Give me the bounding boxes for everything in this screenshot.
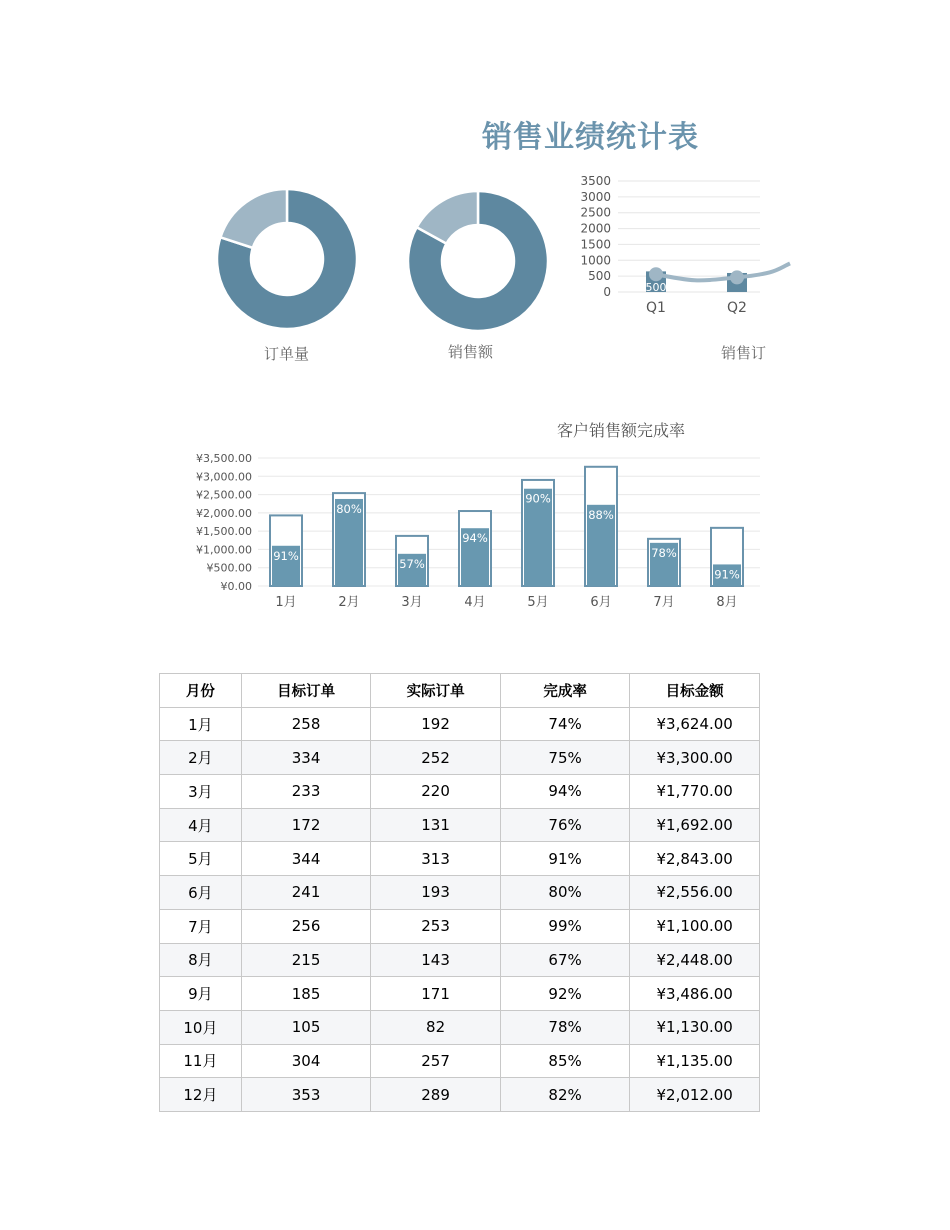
table-cell: 193 [371, 876, 501, 910]
table-cell: 171 [371, 977, 501, 1011]
y-tick-label: 3500 [580, 174, 611, 188]
table-cell: 252 [371, 741, 501, 775]
table-cell: 143 [371, 943, 501, 977]
x-tick-label: Q2 [727, 300, 747, 316]
table-cell: 9月 [160, 977, 242, 1011]
x-tick-label: 3月 [401, 595, 423, 610]
monthly-completion-chart [180, 448, 760, 618]
table-cell: 85% [500, 1044, 630, 1078]
bar-data-label: 88% [588, 507, 614, 522]
table-cell: 1月 [160, 707, 242, 741]
table-cell: 256 [241, 909, 371, 943]
table-row [160, 741, 760, 775]
x-tick-label: 2月 [338, 595, 360, 610]
table-header-cell: 目标金额 [630, 674, 760, 708]
table-row [160, 808, 760, 842]
table-cell: 80% [500, 876, 630, 910]
table-cell: 7月 [160, 909, 242, 943]
table-cell: ¥1,135.00 [630, 1044, 760, 1078]
quarter-chart-title: 销售订 [721, 344, 767, 362]
table-row [160, 1010, 760, 1044]
table-cell: 82 [371, 1010, 501, 1044]
table-cell: 233 [241, 775, 371, 809]
table-cell: 215 [241, 943, 371, 977]
bar-data-label: 57% [399, 556, 425, 571]
order-volume-slice [220, 189, 287, 248]
table-header-row [160, 674, 760, 708]
x-tick-label: 6月 [590, 595, 612, 610]
table-cell: ¥1,130.00 [630, 1010, 760, 1044]
table-cell: 185 [241, 977, 371, 1011]
table-cell: 313 [371, 842, 501, 876]
y-tick-label: ¥2,500.00 [196, 488, 252, 502]
y-tick-label: ¥3,500.00 [196, 452, 252, 465]
y-tick-label: 1500 [580, 237, 611, 252]
table-row [160, 1078, 760, 1112]
quarter-line [656, 263, 790, 280]
table-header-cell: 目标订单 [241, 674, 371, 708]
sales-table [159, 673, 760, 1112]
table-cell: ¥2,843.00 [630, 842, 760, 876]
table-cell: 257 [371, 1044, 501, 1078]
sales-amount-label: 销售额 [448, 343, 494, 361]
table-row [160, 842, 760, 876]
y-tick-label: 2000 [580, 221, 611, 236]
table-cell: 289 [371, 1078, 501, 1112]
bar-data-label: 91% [273, 548, 299, 563]
table-cell: 192 [371, 707, 501, 741]
table-cell: 2月 [160, 741, 242, 775]
table-cell: 4月 [160, 808, 242, 842]
bar-data-label: 94% [462, 531, 488, 546]
x-tick-label: 7月 [653, 595, 675, 610]
table-cell: 304 [241, 1044, 371, 1078]
x-tick-label: 1月 [275, 595, 297, 610]
table-cell: ¥2,556.00 [630, 876, 760, 910]
table-cell: ¥3,300.00 [630, 741, 760, 775]
table-cell: 253 [371, 909, 501, 943]
table-cell: 78% [500, 1010, 630, 1044]
table-cell: 172 [241, 808, 371, 842]
quarter-chart-area [560, 168, 767, 368]
table-cell: 67% [500, 943, 630, 977]
order-volume-label: 订单量 [264, 345, 310, 363]
y-tick-label: 3000 [580, 189, 611, 204]
table-cell: 8月 [160, 943, 242, 977]
table-cell: ¥2,448.00 [630, 943, 760, 977]
table-cell: 91% [500, 842, 630, 876]
table-cell: 92% [500, 977, 630, 1011]
table-cell: 258 [241, 707, 371, 741]
y-tick-label: ¥0.00 [220, 580, 252, 593]
bar-data-label: 90% [525, 491, 551, 506]
bar-data-label: 91% [714, 567, 740, 582]
y-tick-label: ¥1,500.00 [196, 525, 252, 539]
table-cell: 105 [241, 1010, 371, 1044]
table-cell: 74% [500, 707, 630, 741]
table-header-cell: 实际订单 [371, 674, 501, 708]
table-cell: 334 [241, 741, 371, 775]
table-cell: 11月 [160, 1044, 242, 1078]
y-tick-label: ¥3,000.00 [196, 470, 252, 484]
bar-data-label: 500 [645, 281, 667, 294]
table-cell: 10月 [160, 1010, 242, 1044]
table-cell: ¥1,100.00 [630, 909, 760, 943]
table-cell: 220 [371, 775, 501, 809]
sales-amount-donut-chart [405, 188, 551, 334]
bar-data-label: 78% [651, 545, 677, 560]
page-title: 销售业绩统计表 [482, 120, 699, 155]
table-cell: 76% [500, 808, 630, 842]
table-cell: ¥3,624.00 [630, 707, 760, 741]
y-tick-label: ¥1,000.00 [196, 543, 252, 557]
y-tick-label: ¥500.00 [206, 561, 252, 575]
table-row [160, 977, 760, 1011]
table-row [160, 909, 760, 943]
table-cell: 12月 [160, 1078, 242, 1112]
x-tick-label: 4月 [464, 595, 486, 610]
table-cell: 99% [500, 909, 630, 943]
table-cell: 5月 [160, 842, 242, 876]
y-tick-label: 0 [603, 285, 611, 299]
table-cell: 344 [241, 842, 371, 876]
quarterly-chart [560, 168, 760, 328]
table-cell: ¥1,770.00 [630, 775, 760, 809]
table-row [160, 943, 760, 977]
table-row [160, 1044, 760, 1078]
table-cell: ¥1,692.00 [630, 808, 760, 842]
x-tick-label: 5月 [527, 595, 549, 610]
table-cell: 82% [500, 1078, 630, 1112]
table-row [160, 775, 760, 809]
table-cell: 131 [371, 808, 501, 842]
y-tick-label: ¥2,000.00 [196, 506, 252, 520]
table-cell: 75% [500, 741, 630, 775]
x-tick-label: Q1 [646, 300, 666, 316]
order-volume-donut-chart [214, 186, 360, 332]
table-cell: 353 [241, 1078, 371, 1112]
table-row [160, 707, 760, 741]
bar-data-label: 80% [336, 501, 362, 516]
y-tick-label: 1000 [580, 253, 611, 268]
line-point [730, 270, 744, 284]
table-cell: ¥2,012.00 [630, 1078, 760, 1112]
table-cell: 6月 [160, 876, 242, 910]
y-tick-label: 500 [588, 269, 611, 284]
x-tick-label: 8月 [716, 595, 738, 610]
table-cell: ¥3,486.00 [630, 977, 760, 1011]
monthly-chart-title: 客户销售额完成率 [557, 421, 686, 440]
table-cell: 3月 [160, 775, 242, 809]
y-tick-label: 2500 [580, 205, 611, 220]
table-row [160, 876, 760, 910]
table-cell: 94% [500, 775, 630, 809]
table-header-cell: 完成率 [500, 674, 630, 708]
line-point [649, 267, 663, 281]
table-cell: 241 [241, 876, 371, 910]
table-header-cell: 月份 [160, 674, 242, 708]
